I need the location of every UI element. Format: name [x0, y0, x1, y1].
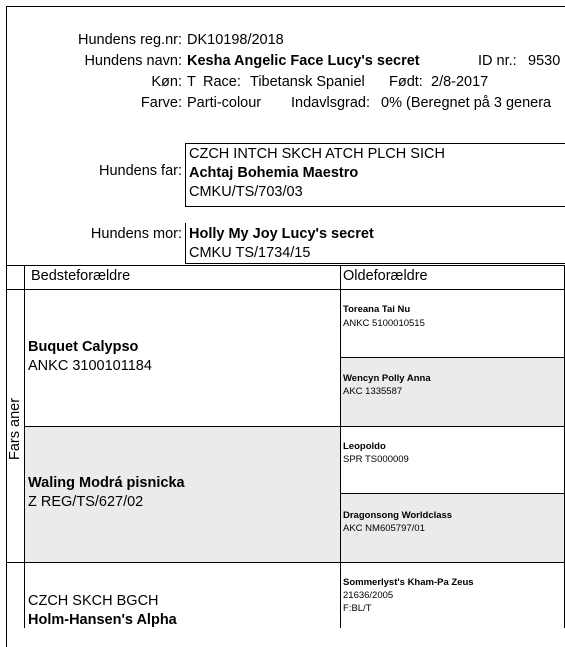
born-value: 2/8-2017	[431, 74, 489, 90]
sire-titles: CZCH INTCH SKCH ATCH PLCH SICH	[189, 146, 445, 162]
great-grandparent-reg: AKC 1335587	[343, 386, 403, 397]
race-value: Tibetansk Spaniel	[250, 74, 365, 90]
grandparent-reg: Z REG/TS/627/02	[28, 494, 144, 510]
sire-label: Hundens far:	[98, 163, 182, 179]
sire-name: Achtaj Bohemia Maestro	[189, 165, 359, 181]
sire-side-label: Fars aner	[7, 397, 23, 460]
sex-value: T	[187, 74, 196, 90]
inbreeding-value: 0% (Beregnet på 3 genera	[381, 95, 552, 111]
great-grandparent-reg: ANKC 5100010515	[343, 318, 425, 329]
grid-line	[24, 426, 565, 427]
grid-line	[340, 357, 565, 358]
dog-name: Kesha Angelic Face Lucy's secret	[187, 53, 420, 69]
reg-value: DK10198/2018	[187, 32, 284, 48]
reg-label: Hundens reg.nr:	[78, 32, 182, 48]
id-label: ID nr.:	[478, 53, 517, 69]
grid-line	[340, 265, 341, 628]
sire-reg: CMKU/TS/703/03	[189, 184, 303, 200]
great-grandparent-name: Leopoldo	[343, 441, 386, 452]
column-header-great-grandparents: Oldeforældre	[343, 268, 428, 284]
great-grandparent-name: Wencyn Polly Anna	[343, 373, 431, 384]
grid-line	[6, 289, 565, 290]
inbreeding-label: Indavlsgrad:	[291, 95, 370, 111]
name-label: Hundens navn:	[84, 53, 182, 69]
great-grandparent-name: Sommerlyst's Kham-Pa Zeus	[343, 577, 474, 588]
great-grandparent-reg: 21636/2005	[343, 590, 394, 601]
grid-line	[6, 265, 565, 266]
grandparent-name: Holm-Hansen's Alpha	[28, 612, 177, 628]
id-value: 9530	[528, 53, 561, 69]
grandparent-titles: CZCH SKCH BGCH	[28, 593, 159, 609]
great-grandparent-name: Dragonsong Worldclass	[343, 510, 453, 521]
dam-box	[185, 223, 565, 264]
grid-line	[340, 493, 565, 494]
sire-box	[185, 143, 565, 207]
born-label: Født:	[389, 74, 423, 90]
grandparent-name: Waling Modrá pisnicka	[28, 475, 185, 491]
dam-name: Holly My Joy Lucy's secret	[189, 226, 374, 242]
race-label: Race:	[203, 74, 241, 90]
dam-reg: CMKU TS/1734/15	[189, 245, 311, 261]
great-grandparent-extra: F:BL/T	[343, 603, 372, 614]
great-grandparent-name: Toreana Tai Nu	[343, 304, 411, 315]
great-grandparent-reg: SPR TS000009	[343, 454, 409, 465]
grandparent-reg: ANKC 3100101184	[28, 358, 152, 374]
color-label: Farve:	[140, 95, 182, 111]
grandparent-name: Buquet Calypso	[28, 339, 139, 355]
grid-line	[6, 562, 565, 563]
color-value: Parti-colour	[187, 95, 262, 111]
column-header-grandparents: Bedsteforældre	[31, 268, 131, 284]
grid-line	[24, 265, 25, 628]
dam-label: Hundens mor:	[90, 226, 182, 242]
sex-label: Køn:	[151, 74, 182, 90]
great-grandparent-reg: AKC NM605797/01	[343, 523, 425, 534]
